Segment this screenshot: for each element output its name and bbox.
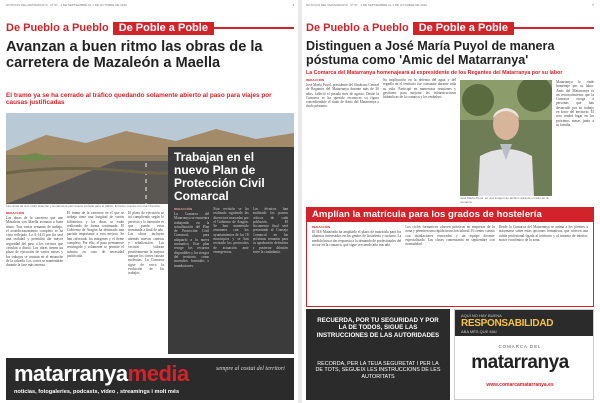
hospitality-box: [306, 207, 594, 307]
section-secondary: De Poble a Poble: [413, 22, 514, 35]
right-deck: La Comarca del Matarranya homenajeará al expresidente de los Regantes del Matarranya por su labor: [306, 70, 563, 76]
right-article-body: [306, 78, 456, 202]
hospitality-col-2: [405, 225, 494, 247]
section-rule: [214, 27, 294, 29]
ad-services: noticias, fotogaleries, podcasts, vídeo , streamings i molt més: [14, 389, 180, 395]
civil-protection-text-3: Los técnicos han analizado los puntos críticos de cada población. El documento final será presentado al Consejo Comarcal en las próximas semanas para su aprobación definitiva y posterior difusión entre la ciudadanía.: [252, 207, 288, 254]
ad-tagline: sempre al costat del territori: [216, 366, 285, 372]
right-article-col-2: [383, 78, 456, 202]
left-article-text-3: El plazo de ejecución se irá cumpliendo según lo previsto y la intención es que pueda estar terminada a final de año. Las obras incluyen además nuevas cunetas y señalización. Los vecinos valoran positivamente la mejora aunque los cortes causan molestias. La Comarca sigue de cerca la evolución de los trabajos.: [128, 211, 164, 276]
responsibility-small-text-2: ABA MÉS QUE MAI: [461, 329, 497, 334]
ad-brand-logo: [14, 362, 189, 386]
left-headline: Avanzan a buen ritmo las obras de la carretera de Mazaleón a Maella: [6, 39, 263, 71]
left-folio-text: NOTICIAS DEL MATARRANYA · Nº 57 · 1 DE SEPTIEMBRE AL 1 DE OCTUBRE DE 2022: [6, 3, 127, 7]
section-primary: De Pueblo a Pueblo: [306, 22, 409, 34]
comarca-responsibility-ad[interactable]: [454, 309, 594, 400]
left-page: [2, 0, 298, 403]
right-byline: REDACCIÓN: [306, 78, 325, 82]
responsibility-headline: RESPONSABILIDAD: [461, 318, 554, 329]
comarca-logo: matarranya: [471, 352, 569, 373]
comarca-url[interactable]: www.comarcamatarranya.es: [486, 382, 554, 388]
hospitality-title: Amplían la matrícula para los grados de hostelería: [307, 208, 593, 222]
left-article-col-1: [6, 211, 63, 354]
left-article-text-1: Las obras de la carretera que une Mazaleón con Maella avanzan a buen ritmo. Tras varias semanas de trabajo, el acondicionamiento completo se ha visto reflejado. La A-1413 por fin será una realidad y permitirá dar mayor seguridad del paso a los vecinos que circulan a diario. Las obras tienen un plazo de ejecución de varios meses y los trabajos se centran en el ensanche de la calzada. Los cortes se mantendrán durante la fase más intensa.: [6, 216, 63, 268]
hospitality-text-2: Los ciclos formativos ofrecen prácticas en empresas de la zona y permiten una rápida inserción laboral. El centro cuenta con instalaciones renovadas y un equipo docente especializado. Las clases comenzarán en septiembre con normalidad.: [405, 225, 495, 247]
hospitality-text-1: El IES Matarraña ha ampliado el plazo de matrícula para los alumnos interesados en los grados de hostelería y turismo. La medida busca dar respuesta a la demanda de profesionales del sector en la comarca, que sigue creciendo año tras año.: [312, 230, 402, 247]
left-byline: REDACCIÓN: [6, 211, 25, 215]
civil-protection-col-2: [213, 207, 248, 268]
left-article-text-2: El tramo de la carretera en el que se trabaja tiene una longitud de varios kilómetros y las obras se están realizando de forma continuada. El Gobierno de Aragón ha destinado una partida importante a esta mejora. Se han reforzado los márgenes y el firme completo. Por ello, el paso permanece restringido y solamente se permite el tránsito en caso de necesidad justificada.: [67, 211, 124, 258]
section-primary: De Pueblo a Pueblo: [6, 22, 109, 34]
responsibility-small-text: AQUÍ NO HAY BUENA: [461, 313, 502, 318]
right-page: [302, 0, 598, 403]
ad-brand-name: matarranya: [14, 361, 128, 386]
portrait-photo: [460, 80, 552, 196]
left-article-col-2: [67, 211, 124, 354]
civil-protection-col-3: [253, 207, 288, 268]
portrait-caption: José María Puyol, en una imagen de archivo durante un acto en la comarca.: [460, 196, 549, 204]
civil-protection-col-1: [174, 207, 209, 268]
left-folio: [6, 3, 294, 9]
hospitality-col-3: [499, 225, 588, 247]
right-article-text-1: José María Puyol, presidente del Sindicato Central de Regantes del Matarranya durante más de 20 años, falleció el pasado mes de agosto. Desde la Comarca se ha querido reconocer su figura concediéndole el título de Amic del Matarranya a título póstumo.: [306, 83, 379, 109]
right-article-body-3: [556, 80, 594, 202]
matarranya-media-ad[interactable]: [6, 358, 294, 400]
left-photo-caption: Las obras de la A-1413 avanzan y la carretera permanece cortada para el tráfico. El tramo cuenta con una inversión.: [6, 204, 161, 208]
right-headline: Distinguen a José María Puyol de manera póstuma como 'Amic del Matarranya': [306, 39, 555, 67]
civil-protection-cols: [168, 203, 294, 272]
right-article-text-2: Su implicación en la defensa del agua y del regadío en el territorio fue constante durante toda su vida. Participó en numerosas reuniones y gestiones para mejorar las infraestructuras hidráulicas de la comarca y los embalses.: [383, 78, 456, 100]
right-folio: [306, 3, 594, 9]
civil-protection-box: [168, 147, 294, 354]
right-folio-text: NOTICIAS DEL MATARRANYA · Nº 57 · 1 DE SEPTIEMBRE AL 1 DE OCTUBRE DE 2022: [306, 3, 427, 7]
left-article-col-3: [128, 211, 164, 354]
civil-protection-text-2: Esta revisión se ha realizado siguiendo las directrices marcadas por el Gobierno de Aragón. Se han mantenido reuniones con los ayuntamientos de los 18 municipios y se han revisado los protocolos de actuación ante emergencias.: [213, 207, 249, 254]
safety-ad-text-es: RECUERDA, POR TU SEGURIDAD Y POR LA DE TODOS, SIGUE LAS INSTRUCCIONES DE LAS AUTORIDADES: [316, 317, 440, 339]
right-article-text-3: Matarranya le rinde homenaje por su labor. Amic del Matarranya es un reconocimiento que la Comarca otorga a personas que han destacado por su trabajo en favor del territorio. El acto tendrá lugar en los próximos meses junto a su familia.: [556, 80, 594, 127]
portrait-illustration: [460, 80, 552, 196]
left-article-body-3: [128, 211, 164, 354]
hospitality-col-1: [312, 225, 401, 247]
ad-brand-accent: media: [127, 361, 189, 386]
comarca-logo-top: COMARCA DEL: [498, 344, 542, 349]
left-deck: El tramo ya se ha cerrado al tráfico quedando solamente abierto al paso para viajes por causas justificadas: [6, 92, 272, 107]
hospitality-byline: REDACCIÓN: [312, 225, 331, 229]
safety-ad-text-ca: RECORDA, PER LA TEUA SEGURETAT I PER LA DE TOTS, SEGUEIX LES INSTRUCCIONS DE LES AUTORITATS: [315, 361, 441, 380]
right-section-bar: [306, 21, 594, 35]
left-page-number: 4: [292, 3, 294, 7]
section-rule: [514, 27, 594, 29]
left-article-body: [6, 211, 124, 354]
right-article-col-1: [306, 78, 379, 202]
left-section-bar: [6, 21, 294, 35]
civil-protection-byline: REDACCIÓN: [174, 207, 193, 211]
right-article-col-3: [556, 80, 594, 202]
section-secondary: De Poble a Poble: [113, 22, 214, 35]
hospitality-text-3: Desde la Comarca del Matarranya se anima a los jóvenes a informarse sobre estas opciones formativas, que ofrecen una salida profesional ligada al territorio y al turismo de interior, motor económico de la zona.: [498, 225, 588, 242]
safety-instructions-ad[interactable]: [306, 309, 450, 400]
civil-protection-text-1: La Comarca del Matarranya se encuentra trabajando en la actualización del Plan de Protección Civil Comarcal, para adaptarlo a la nueva normativa. Este plan recoge los recursos disponibles y los riesgos del territorio, como incendios forestales o inundaciones.: [174, 212, 210, 268]
civil-protection-title: Trabajan en el nuevo Plan de Protección Civil Comarcal: [174, 150, 265, 203]
hospitality-cols: [307, 222, 593, 250]
right-page-number: 5: [592, 3, 594, 7]
